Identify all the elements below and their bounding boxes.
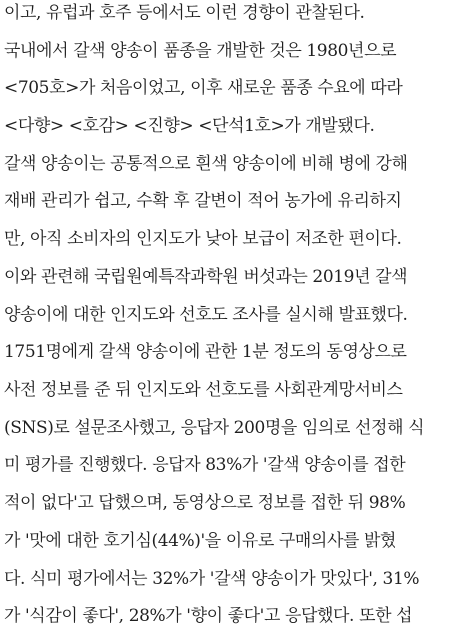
article-line: 재배 관리가 쉽고, 수확 후 갈변이 적어 농가에 유리하지: [4, 191, 402, 211]
article-line: 갈색 양송이는 공통적으로 흰색 양송이에 비해 병에 강해: [4, 154, 408, 174]
article-line: 사전 정보를 준 뒤 인지도와 선호도를 사회관계망서비스: [4, 380, 403, 400]
article-line: 미 평가를 진행했다. 응답자 83%가 '갈색 양송이를 접한: [4, 455, 406, 475]
article-line: 1751명에게 갈색 양송이에 관한 1분 정도의 동영상으로: [4, 342, 407, 362]
article-line: <다향> <호감> <진향> <단석1호>가 개발됐다.: [4, 116, 375, 136]
article-line: 가 '식감이 좋다', 28%가 '향이 좋다'고 응답했다. 또한 섭: [4, 606, 413, 626]
article-line: (SNS)로 설문조사했고, 응답자 200명을 임의로 선정해 식: [4, 418, 425, 438]
article-line: <705호>가 처음이었고, 이후 새로운 품종 수요에 따라: [4, 78, 403, 98]
article-line: 가 '맛에 대한 호기심(44%)'을 이유로 구매의사를 밝혔: [4, 531, 397, 551]
article-line: 적이 없다'고 답했으며, 동영상으로 정보를 접한 뒤 98%: [4, 493, 406, 513]
article-line: 다. 식미 평가에서는 32%가 '갈색 양송이가 맛있다', 31%: [4, 569, 420, 589]
article-line: 국내에서 갈색 양송이 품종을 개발한 것은 1980년으로: [4, 41, 397, 61]
article-line: 이와 관련해 국립원예특작과학원 버섯과는 2019년 갈색: [4, 267, 408, 287]
article-line: 이고, 유럽과 호주 등에서도 이런 경향이 관찰된다.: [4, 3, 365, 23]
article-line: 만, 아직 소비자의 인지도가 낮아 보급이 저조한 편이다.: [4, 229, 402, 249]
article-line: 양송이에 대한 인지도와 선호도 조사를 실시해 발표했다.: [4, 305, 408, 325]
